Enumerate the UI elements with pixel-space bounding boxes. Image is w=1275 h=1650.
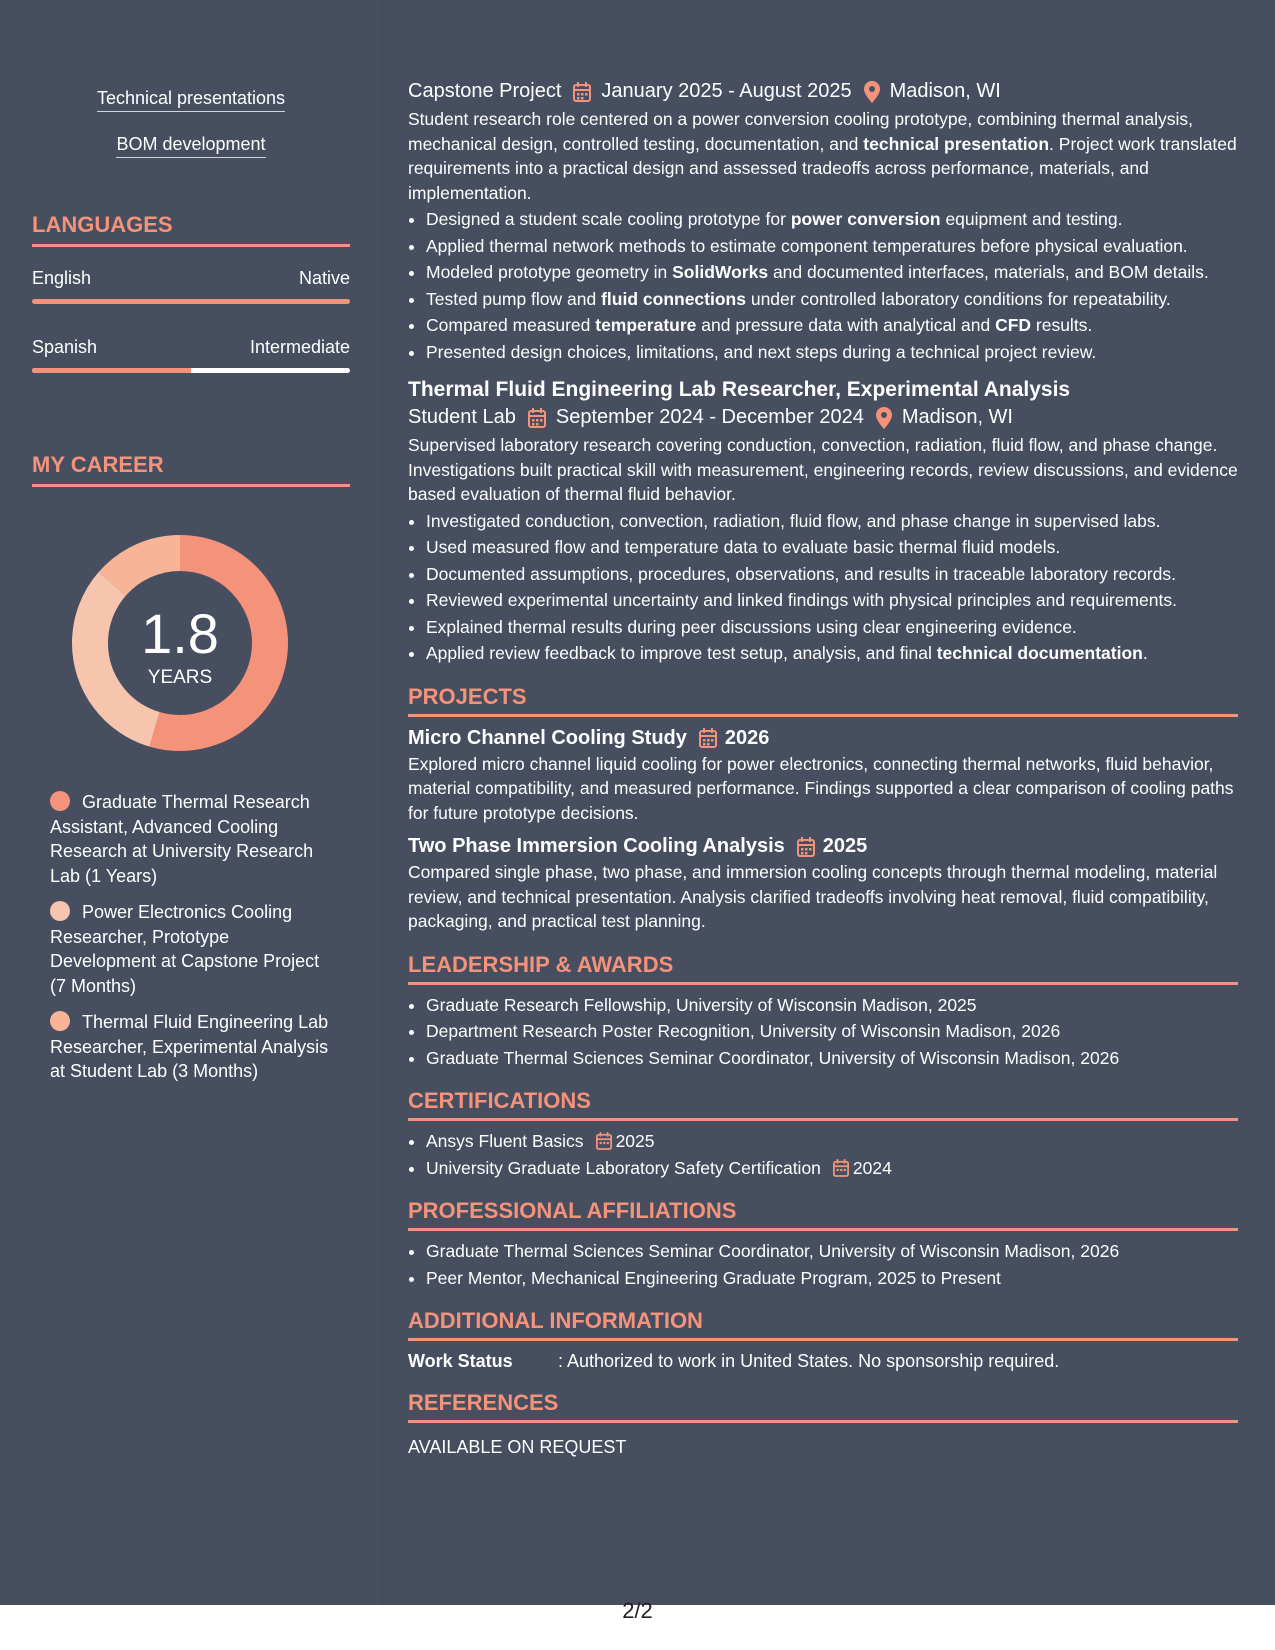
languages-heading: LANGUAGES xyxy=(32,212,350,247)
work-status-row xyxy=(408,1351,1238,1372)
language-bar-fill xyxy=(32,299,350,304)
location: Madison, WI xyxy=(901,406,1013,428)
main-content xyxy=(408,80,1238,1458)
calendar-icon xyxy=(833,1159,849,1177)
certification-year: 2025 xyxy=(615,1131,655,1151)
experience-bullets xyxy=(408,509,1238,666)
bullet-item: • Modeled prototype geometry in SolidWorks and documented interfaces, materials, and BOM details. xyxy=(426,260,1238,285)
work-status-label: Work Status xyxy=(408,1351,513,1371)
bullet-item: • Tested pump flow and fluid connections under controlled laboratory conditions for repeatability. xyxy=(426,287,1238,312)
work-status-value: : Authorized to work in United States. No sponsorship required. xyxy=(558,1351,1060,1371)
career-total-unit: YEARS xyxy=(147,667,213,688)
legend-dot xyxy=(50,791,70,811)
bullet-item: • Applied thermal network methods to estimate component temperatures before physical evaluation. xyxy=(426,234,1238,259)
bullet-item: • Compared measured temperature and pressure data with analytical and CFD results. xyxy=(426,313,1238,338)
legend-dot xyxy=(50,901,70,921)
bullet-item: • Applied review feedback to improve test setup, analysis, and final technical documentation. xyxy=(426,641,1238,666)
calendar-icon xyxy=(699,728,717,748)
experience-bullets xyxy=(408,207,1238,364)
language-name: Spanish xyxy=(32,337,98,357)
project-entry xyxy=(408,727,1238,826)
date-range: September 2024 - December 2024 xyxy=(555,406,864,428)
skill-item: BOM development xyxy=(116,134,265,158)
certification-name: • Ansys Fluent Basics xyxy=(426,1131,584,1151)
career-legend xyxy=(50,790,330,1096)
leadership-list xyxy=(408,993,1238,1071)
certification-item xyxy=(426,1129,1238,1154)
page-number: 2/2 xyxy=(622,1598,653,1623)
certifications-heading: CERTIFICATIONS xyxy=(408,1088,1238,1121)
bullet-item: • Graduate Thermal Sciences Seminar Coordinator, University of Wisconsin Madison, 2026 xyxy=(426,1239,1238,1264)
calendar-icon xyxy=(596,1132,612,1150)
experience-meta xyxy=(408,80,1238,103)
career-legend-text: Graduate Thermal Research Assistant, Advanced Cooling Research at University Research Lab (1 Years) xyxy=(50,792,314,886)
company-name: Student Lab xyxy=(408,406,516,428)
affiliations-list xyxy=(408,1239,1238,1290)
language-bar-fill xyxy=(32,368,191,373)
career-legend-item xyxy=(50,900,330,998)
sidebar xyxy=(0,0,383,1605)
legend-dot xyxy=(50,1011,70,1031)
bullet-item: • Explained thermal results during peer discussions using clear engineering evidence. xyxy=(426,615,1238,640)
certifications-list xyxy=(408,1129,1238,1180)
bullet-item: • Graduate Thermal Sciences Seminar Coordinator, University of Wisconsin Madison, 2026 xyxy=(426,1046,1238,1071)
calendar-icon xyxy=(573,82,591,102)
role-title: Thermal Fluid Engineering Lab Researcher, Experimental Analysis xyxy=(408,378,1071,401)
project-title: Two Phase Immersion Cooling Analysis xyxy=(408,835,785,857)
company-name: Capstone Project xyxy=(408,80,562,102)
date-range: January 2025 - August 2025 xyxy=(601,80,852,102)
bullet-item: • Used measured flow and temperature data to evaluate basic thermal fluid models. xyxy=(426,535,1238,560)
career-heading: MY CAREER xyxy=(32,452,350,487)
bullet-item: • Department Research Poster Recognition, University of Wisconsin Madison, 2026 xyxy=(426,1019,1238,1044)
language-name: English xyxy=(32,268,92,288)
bullet-item: • Reviewed experimental uncertainty and linked findings with physical principles and requirements. xyxy=(426,588,1238,613)
calendar-icon xyxy=(797,837,815,857)
project-description: Explored micro channel liquid cooling for power electronics, connecting thermal networks, fluid behavior, material compatibility, and measured performance. Findings supported a clear comparison of cooling paths for future prototype decisions. xyxy=(408,753,1234,823)
references-text: AVAILABLE ON REQUEST xyxy=(408,1437,627,1457)
language-row xyxy=(32,337,350,358)
project-title-row xyxy=(408,727,1238,750)
bullet-item: • Presented design choices, limitations, and next steps during a technical project review. xyxy=(426,340,1238,365)
references-heading: REFERENCES xyxy=(408,1390,1238,1423)
experience-summary: Student research role centered on a power conversion cooling prototype, combining thermal analysis, mechanical design, controlled testing, documentation, and technical presentation. Project work translated requirements into a practical design and assessed tradeoffs across performance, materials, and implementation. xyxy=(408,109,1237,203)
bullet-item: • Peer Mentor, Mechanical Engineering Graduate Program, 2025 to Present xyxy=(426,1266,1238,1291)
bullet-item: • Graduate Research Fellowship, University of Wisconsin Madison, 2025 xyxy=(426,993,1238,1018)
skill-item: Technical presentations xyxy=(97,88,285,112)
certification-year: 2024 xyxy=(852,1157,892,1178)
experience-entry xyxy=(408,80,1238,364)
certification-item xyxy=(426,1156,1238,1181)
project-entry xyxy=(408,835,1238,934)
leadership-heading: LEADERSHIP & AWARDS xyxy=(408,952,1238,985)
project-description: Compared single phase, two phase, and immersion cooling concepts through thermal modeling, material review, and technical presentation. Analysis clarified tradeoffs involving heat removal, fluid compatibility, packaging, and practical test planning. xyxy=(408,862,1218,931)
location: Madison, WI xyxy=(889,80,1001,102)
skills-list xyxy=(0,88,382,158)
project-year: 2025 xyxy=(822,835,868,857)
location-pin-icon xyxy=(864,81,880,103)
career-legend-item xyxy=(50,1010,330,1084)
language-bar xyxy=(32,368,350,373)
bullet-item: • Investigated conduction, convection, radiation, fluid flow, and phase change in supervised labs. xyxy=(426,509,1238,534)
certification-name: • University Graduate Laboratory Safety Certification xyxy=(426,1157,821,1178)
language-level: Native xyxy=(298,268,350,288)
location-pin-icon xyxy=(876,407,892,429)
bullet-item: • Documented assumptions, procedures, observations, and results in traceable laboratory records. xyxy=(426,562,1238,587)
career-donut-chart xyxy=(60,523,300,763)
project-title-row xyxy=(408,835,1238,858)
additional-info-heading: ADDITIONAL INFORMATION xyxy=(408,1308,1238,1341)
language-row xyxy=(32,268,350,289)
project-title: Micro Channel Cooling Study xyxy=(408,726,687,749)
career-legend-item xyxy=(50,790,330,888)
career-legend-text: Power Electronics Cooling Researcher, Prototype Development at Capstone Project (7 Months) xyxy=(50,902,320,996)
language-level: Intermediate xyxy=(249,337,350,357)
language-bar xyxy=(32,299,350,304)
bullet-item: • Designed a student scale cooling prototype for power conversion equipment and testing. xyxy=(426,207,1238,232)
career-total-value: 1.8 xyxy=(141,602,219,665)
project-year: 2026 xyxy=(724,726,770,749)
calendar-icon xyxy=(528,408,546,428)
experience-meta xyxy=(408,406,1238,429)
affiliations-heading: PROFESSIONAL AFFILIATIONS xyxy=(408,1198,1238,1231)
experience-summary: Supervised laboratory research covering conduction, convection, radiation, fluid flow, and phase change. Investigations built practical skill with measurement, engineering records, review discussions, and evidence based evaluation of thermal fluid behavior. xyxy=(408,435,1238,504)
experience-entry xyxy=(408,378,1238,666)
projects-heading: PROJECTS xyxy=(408,684,1238,717)
career-legend-text: Thermal Fluid Engineering Lab Researcher, Experimental Analysis at Student Lab (3 Months) xyxy=(50,1012,329,1081)
